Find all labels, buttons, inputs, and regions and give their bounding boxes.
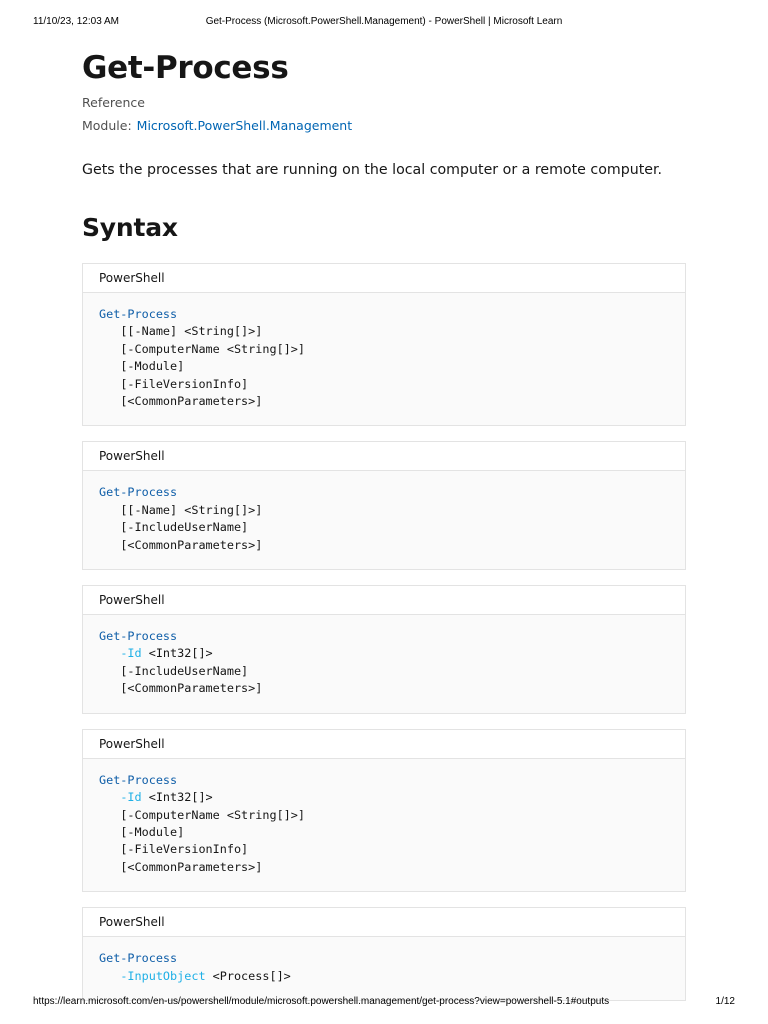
- syntax-code-blocks: [82, 263, 686, 1001]
- print-date: 11/10/23, 12:03 AM: [33, 16, 119, 27]
- page-title: Get-Process: [82, 50, 289, 86]
- code-line: [99, 807, 669, 824]
- code-content[interactable]: [83, 471, 685, 569]
- code-line: [99, 645, 669, 662]
- code-language-label: PowerShell: [83, 586, 685, 615]
- code-text: [-FileVersionInfo]: [120, 842, 249, 857]
- code-line: [99, 789, 669, 806]
- syntax-heading: Syntax: [82, 213, 178, 242]
- code-line: [99, 968, 669, 985]
- article-content: [82, 48, 686, 1001]
- code-command: Get-Process: [99, 485, 178, 500]
- code-text: [-IncludeUserName]: [120, 663, 249, 678]
- code-parameter: -InputObject: [120, 968, 206, 983]
- code-line: [99, 376, 669, 393]
- code-text: [<CommonParameters>]: [120, 859, 263, 874]
- code-command: Get-Process: [99, 629, 178, 644]
- page-number: 1/12: [715, 996, 735, 1007]
- code-text: [<CommonParameters>]: [120, 681, 263, 696]
- code-language-label: PowerShell: [83, 264, 685, 293]
- code-block: [82, 263, 686, 426]
- print-header: [0, 16, 768, 30]
- code-line: [99, 393, 669, 410]
- code-line: [99, 663, 669, 680]
- module-label: Module:: [82, 118, 132, 133]
- code-line: [99, 859, 669, 876]
- code-text: [-ComputerName <String[]>]: [120, 341, 305, 356]
- code-line: [99, 680, 669, 697]
- code-text: <Int32[]>: [141, 646, 213, 661]
- code-text: <Process[]>: [205, 968, 291, 983]
- code-text: [<CommonParameters>]: [120, 537, 263, 552]
- print-title: Get-Process (Microsoft.PowerShell.Management) - PowerShell | Microsoft Learn: [205, 16, 563, 27]
- code-text: [[-Name] <String[]>]: [120, 502, 263, 517]
- code-block: [82, 729, 686, 892]
- module-info: [82, 116, 686, 136]
- print-url: https://learn.microsoft.com/en-us/powershell/module/microsoft.powershell.management/get-process?view=powershell-5.1#outputs: [33, 996, 610, 1007]
- code-text: [-Module]: [120, 359, 185, 374]
- code-text: [-IncludeUserName]: [120, 520, 249, 535]
- code-line: [99, 323, 669, 340]
- code-block: [82, 585, 686, 714]
- code-line: [99, 358, 669, 375]
- code-line: [99, 341, 669, 358]
- code-content[interactable]: [83, 615, 685, 713]
- code-text: [-ComputerName <String[]>]: [120, 807, 305, 822]
- code-content[interactable]: [83, 937, 685, 1000]
- module-link[interactable]: Microsoft.PowerShell.Management: [136, 118, 353, 133]
- code-text: [-Module]: [120, 824, 185, 839]
- code-content[interactable]: [83, 759, 685, 891]
- print-footer: [0, 996, 768, 1010]
- code-line: [99, 537, 669, 554]
- code-line: [99, 841, 669, 858]
- reference-label: Reference: [82, 95, 145, 110]
- summary-text: Gets the processes that are running on the local computer or a remote computer.: [82, 162, 663, 178]
- code-command: Get-Process: [99, 772, 178, 787]
- code-parameter: -Id: [120, 646, 142, 661]
- code-block: [82, 907, 686, 1001]
- code-text: [[-Name] <String[]>]: [120, 324, 263, 339]
- code-text: [-FileVersionInfo]: [120, 376, 249, 391]
- code-command: Get-Process: [99, 307, 178, 321]
- code-text: [<CommonParameters>]: [120, 394, 263, 409]
- code-line: [99, 824, 669, 841]
- code-language-label: PowerShell: [83, 908, 685, 937]
- code-command: Get-Process: [99, 951, 178, 966]
- code-line: [99, 519, 669, 536]
- code-block: [82, 441, 686, 570]
- code-content[interactable]: [83, 293, 685, 425]
- code-line: [99, 502, 669, 519]
- code-text: <Int32[]>: [141, 790, 213, 805]
- code-parameter: -Id: [120, 790, 142, 805]
- code-language-label: PowerShell: [83, 730, 685, 759]
- code-language-label: PowerShell: [83, 442, 685, 471]
